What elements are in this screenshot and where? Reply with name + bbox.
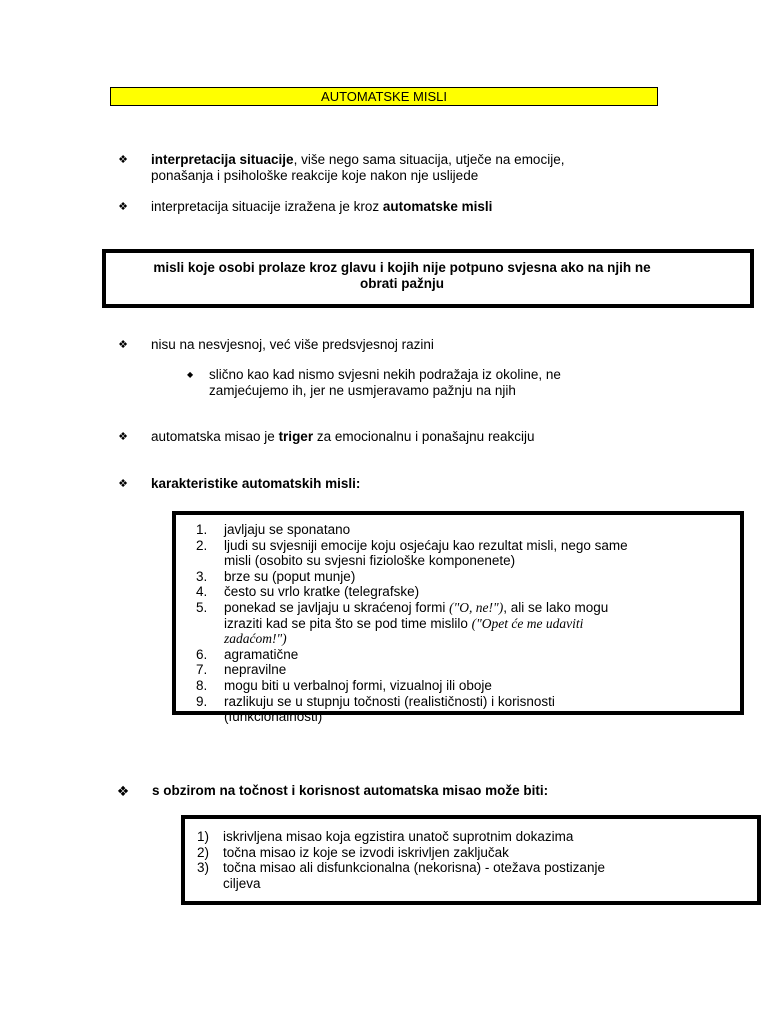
bullet-characteristics-heading: karakteristike automatskih misli: xyxy=(151,476,361,491)
bullet-interpretation xyxy=(151,152,564,184)
characteristics-list xyxy=(176,522,740,725)
sub-bullet-line1: slično kao kad nismo svjesni nekih podražaja iz okoline, ne xyxy=(209,367,561,382)
bullet-accuracy-heading: s obzirom na točnost i korisnost automatska misao može biti: xyxy=(152,783,549,798)
definition-line1: misli koje osobi prolaze kroz glavu i kojih nije potpuno svjesna ako na njih ne xyxy=(153,260,651,275)
sub-bullet-similar xyxy=(209,367,561,399)
diamond-bullet-icon: ❖ xyxy=(118,154,128,166)
bullet-text: automatska misao je xyxy=(151,429,279,444)
list-item: 1. javljaju se sponatano xyxy=(196,522,351,537)
diamond-bullet-icon: ❖ xyxy=(118,431,128,443)
small-diamond-bullet-icon: ◆ xyxy=(187,370,194,379)
bold-term: interpretacija situacije xyxy=(151,152,294,167)
bold-term: automatske misli xyxy=(382,199,493,214)
list-item: 3) točna misao ali disfunkcionalna (nekorisna) - otežava postizanje ciljeva xyxy=(197,860,605,891)
list-item: 1) iskrivljena misao koja egzistira unatoč suprotnim dokazima xyxy=(197,829,574,844)
diamond-bullet-icon: ❖ xyxy=(118,339,128,351)
bullet-text: , više nego sama situacija, utječe na emocije, xyxy=(293,152,565,167)
list-item: 8. mogu biti u verbalnoj formi, vizualnoj ili oboje xyxy=(196,677,492,693)
bold-term: triger xyxy=(278,429,314,444)
accuracy-box xyxy=(181,815,761,905)
definition-line2: obrati pažnju xyxy=(360,276,444,291)
accuracy-list xyxy=(185,829,757,891)
list-item: 6. agramatične xyxy=(196,646,299,662)
definition-text xyxy=(106,260,698,292)
bullet-expressed xyxy=(151,199,492,215)
characteristics-box xyxy=(172,511,744,725)
list-item: 4. često su vrlo kratke (telegrafske) xyxy=(196,584,420,600)
list-item: 2) točna misao iz koje se izvodi iskrivljen zaključak xyxy=(197,844,509,860)
bullet-text-line2: ponašanja i psihološke reakcije koje nakon nje uslijede xyxy=(151,168,479,183)
list-item: 7. nepravilne xyxy=(196,662,287,678)
page-title: AUTOMATSKE MISLI xyxy=(110,87,658,106)
diamond-bullet-icon: ❖ xyxy=(118,201,128,213)
list-item: 2. ljudi su svjesniji emocije koju osjećaju kao rezultat misli, nego same misli (osobito su svjesni fiziološke komponenete) xyxy=(196,537,628,569)
bullet-trigger xyxy=(151,429,534,445)
list-item: 5. ponekad se javljaju u skraćenoj formi ("O, ne!"), ali se lako mogu izraziti kad se pita što se pod time mislilo ("Opet će me udaviti zadaćom!") xyxy=(196,599,609,647)
diamond-bullet-icon: ❖ xyxy=(118,478,128,490)
list-item: 3. brze su (poput munje) xyxy=(196,568,356,584)
list-item: 9. razlikuju se u stupnju točnosti (realističnosti) i korisnosti (funkcionalnosti) xyxy=(196,693,555,725)
diamond-bullet-icon: ❖ xyxy=(116,783,130,799)
bullet-text: interpretacija situacije izražena je kroz xyxy=(151,199,383,214)
sub-bullet-line2: zamjećujemo ih, jer ne usmjeravamo pažnju na njih xyxy=(209,383,516,398)
bullet-preconscious: nisu na nesvjesnoj, već više predsvjesnoj razini xyxy=(151,337,434,352)
bullet-text: za emocionalnu i ponašajnu reakciju xyxy=(313,429,535,444)
